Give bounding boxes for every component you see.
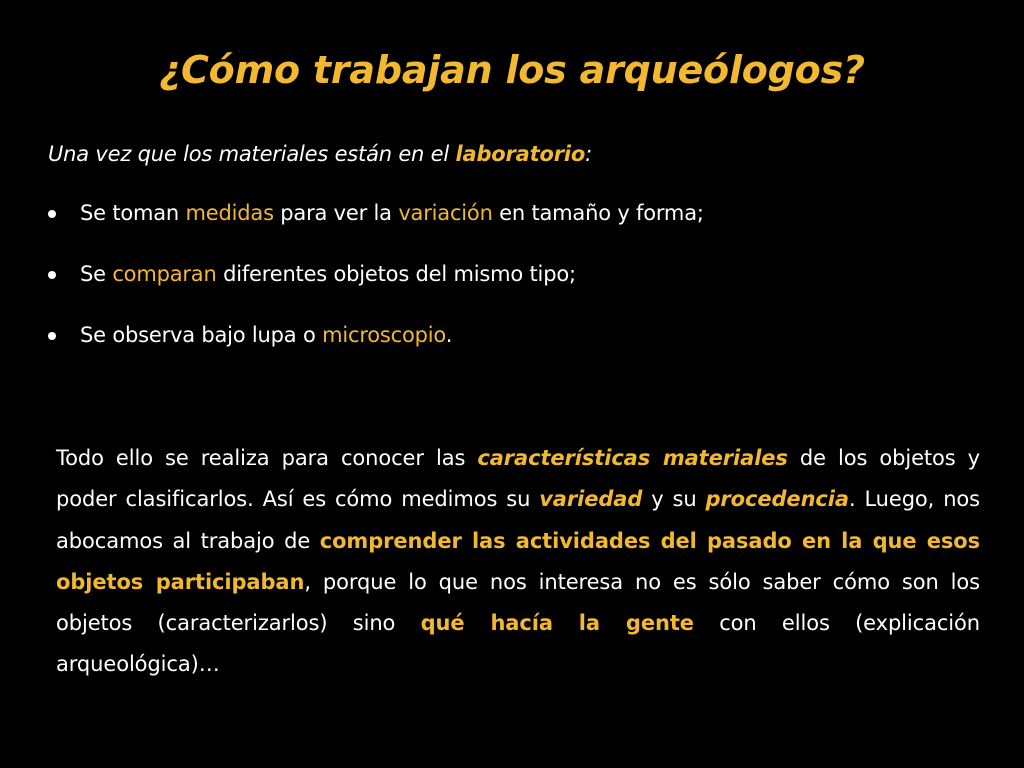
bullet-dot-icon <box>48 271 56 279</box>
paragraph-emphasis: características materiales <box>477 446 788 470</box>
paragraph-text: . Luego, nos abocamos al trabajo de <box>56 487 980 553</box>
paragraph-emphasis: procedencia <box>705 487 849 512</box>
body-paragraph <box>56 438 980 686</box>
paragraph-text: y su <box>642 487 706 512</box>
bullet-text: en tamaño y forma; <box>492 201 704 225</box>
bullet-list <box>48 197 704 380</box>
paragraph-bold: comprender las actividades del pasado en la que esos objetos participaban <box>56 528 980 594</box>
intro-text-after: : <box>585 142 592 166</box>
paragraph-text: , porque lo que nos interesa no es sólo saber cómo son los objetos (caracterizarlos) sino <box>56 569 980 636</box>
bullet-item-measures <box>48 197 704 229</box>
bullet-text: . <box>445 323 453 347</box>
paragraph-bold: qué hacía la gente <box>420 611 694 636</box>
slide-title: ¿Cómo trabajan los arqueólogos? <box>159 48 865 92</box>
bullet-highlight: comparan <box>112 262 217 286</box>
bullet-highlight: variación <box>398 201 493 225</box>
intro-line <box>48 138 592 170</box>
bullet-text: para ver la <box>273 201 399 225</box>
bullet-dot-icon <box>48 332 56 340</box>
intro-emphasis: laboratorio <box>455 142 586 166</box>
paragraph-text: con ellos (explicación arqueológica)… <box>56 611 980 677</box>
bullet-item-microscope <box>48 319 704 351</box>
bullet-text: Se toman <box>80 201 186 225</box>
bullet-text: diferentes objetos del mismo tipo; <box>216 262 576 286</box>
bullet-text: Se <box>80 262 113 286</box>
paragraph-emphasis: variedad <box>539 487 643 512</box>
paragraph-text: de los objetos y poder clasificarlos. Así es cómo medimos su <box>56 446 981 512</box>
bullet-highlight: medidas <box>185 201 274 225</box>
bullet-dot-icon <box>48 210 56 218</box>
bullet-highlight: microscopio <box>322 323 446 347</box>
paragraph-text: Todo ello se realiza para conocer las <box>56 446 478 470</box>
bullet-item-compare <box>48 258 704 290</box>
intro-text-before: Una vez que los materiales están en el <box>48 142 456 166</box>
bullet-text: Se observa bajo lupa o <box>80 323 323 347</box>
